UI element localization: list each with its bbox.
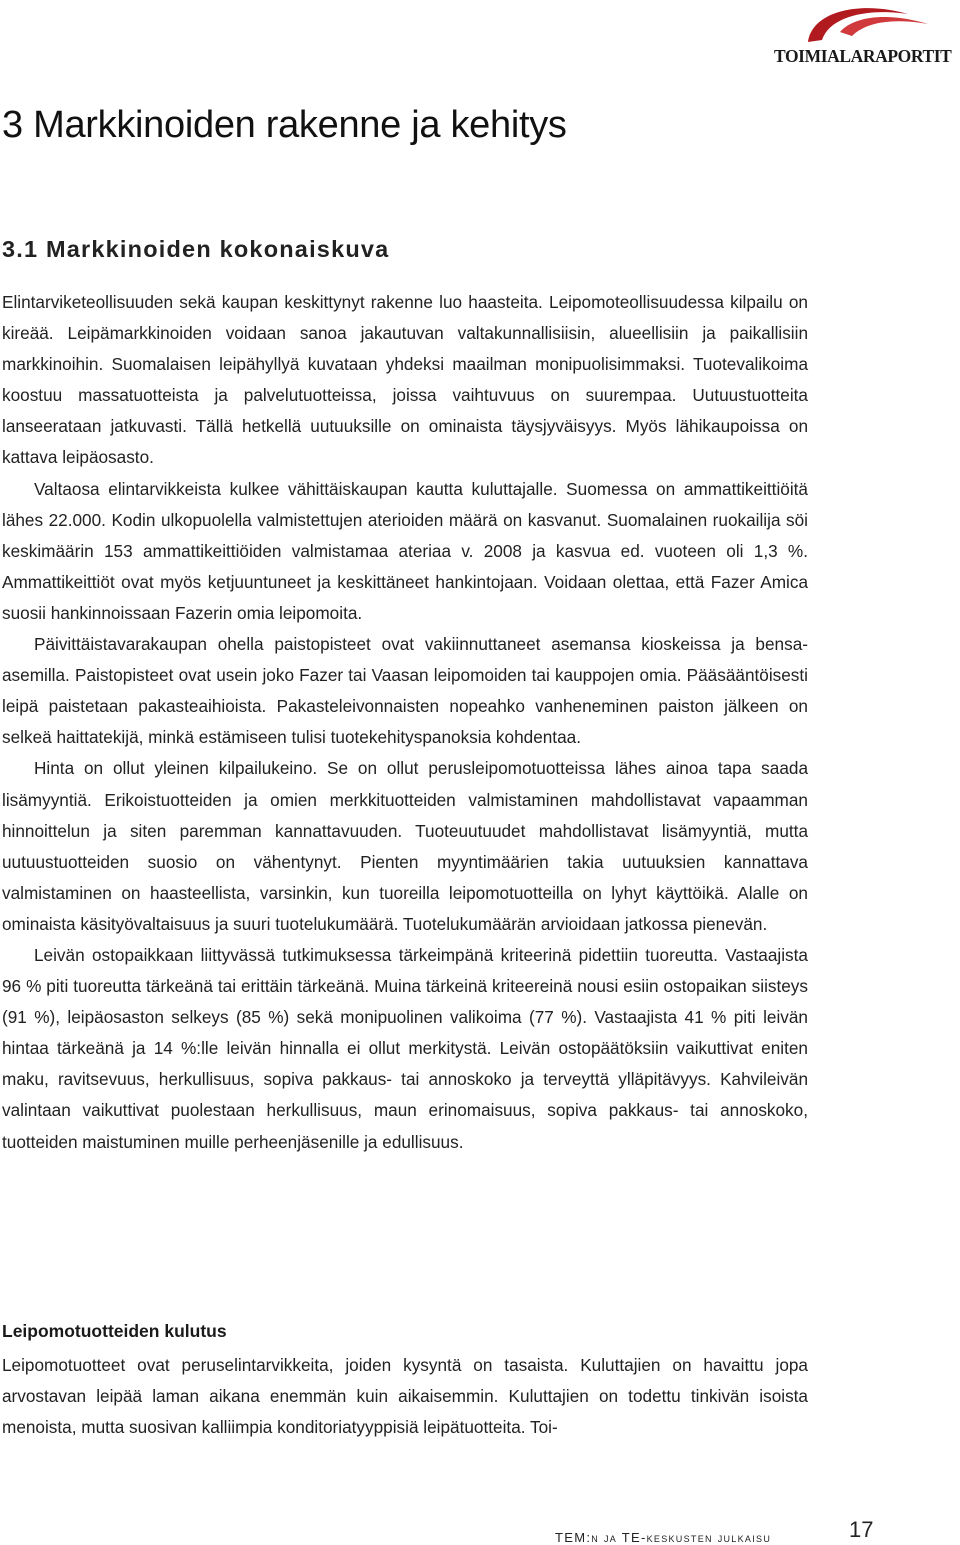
- footer-publication-label: TEM:n ja TE-keskusten julkaisu: [555, 1530, 772, 1545]
- paragraph: Hinta on ollut yleinen kilpailukeino. Se on ollut perusleipomotuotteissa lähes ainoa tapa saada lisämyyntiä. Erikoistuotteiden ja omien merkkituotteiden valmistaminen mahdollistavat vapaamman hinnoittelun ja siten paremman kannattavuuden. Tuoteuutuudet mahdollistavat lisämyyntiä, mutta uutuustuotteiden suosio on vähentynyt. Pienten myyntimäärien takia uutuuksien kannattava valmistaminen on haasteellista, varsinkin, kun tuoreilla leipomotuotteilla on lyhyt käyttöikä. Alalle on ominaista käsityövaltaisuus ja suuri tuotelukumäärä. Tuotelukumäärän arvioidaan jatkossa pienevän.: [2, 758, 808, 934]
- toimialaraportit-logo: [770, 2, 958, 68]
- subsection-title: Leipomotuotteiden kulutus: [2, 1321, 227, 1341]
- paragraph: Elintarviketeollisuuden sekä kaupan keskittynyt rakenne luo haasteita. Leipomoteollisuudessa kilpailu on kireää. Leipämarkkinoiden voidaan sanoa jakautuvan valtakunnallisiisin, alueellisiin ja paikallisiin markkinoihin. Suomalaisen leipähyllyä kuvataan yhdeksi maailman monipuolisimmaksi. Tuotevalikoima koostuu massatuotteista ja palvelutuotteissa, joissa vaihtuvuus on suurempaa. Uutuustuotteita lanseerataan jatkuvasti. Tällä hetkellä uutuuksille on ominaista täysjyväisyys. Myös lähikaupoissa on kattava leipäosasto.: [2, 292, 808, 468]
- paragraph: Leivän ostopaikkaan liittyvässä tutkimuksessa tärkeimpänä kriteerinä pidettiin tuoreutta. Vastaajista 96 % piti tuoreutta tärkeänä tai erittäin tärkeänä. Muina tärkeinä kriteereinä nousi esiin ostopaikan siisteys (91 %), leipäosaston selkeys (85 %) sekä monipuolinen valikoima (77 %). Vastaajista 41 % piti leivän hintaa tärkeänä ja 14 %:lle leivän hinnalla ei ollut merkitystä. Leivän ostopäätöksiin vaikuttivat eniten maku, ravitsevuus, herkullisuus, sopiva pakkaus- tai annoskoko ja terveyttä ylläpitävyys. Kahvileivän valintaan vaikuttivat puolestaan herkullisuus, maun erinomaisuus, sopiva pakkaus- tai annoskoko, tuotteiden maistuminen muille perheenjäsenille ja edullisuus.: [2, 944, 808, 1152]
- chapter-title: 3 Markkinoiden rakenne ja kehitys: [2, 104, 567, 146]
- logo-swoosh-icon: [788, 2, 938, 46]
- page-number: 17: [849, 1517, 874, 1542]
- paragraph: Päivittäistavarakaupan ohella paistopisteet ovat vakiinnuttaneet asemansa kioskeissa ja bensa-asemilla. Paistopisteet ovat usein joko Fazer tai Vaasan leipomoiden tai kauppojen omia. Pääsääntöisesti leipä paistetaan pakasteaihioista. Pakasteleivonnaisten nopeahko vanheneminen paiston jälkeen on selkeä haittatekijä, minkä estämiseen tulisi tuotekehityspanoksia kohdentaa.: [2, 634, 808, 748]
- paragraph: Valtaosa elintarvikkeista kulkee vähittäiskaupan kautta kuluttajalle. Suomessa on ammattikeittiöitä lähes 22.000. Kodin ulkopuolella valmistettujen aterioiden määrä on kasvanut. Suomalainen ruokailija söi keskimäärin 153 ammattikeittiöiden valmistamaa ateriaa v. 2008 ja kasvua ed. vuoteen oli 1,3 %. Ammattikeittiöt ovat myös ketjuuntuneet ja keskittäneet hankintojaan. Voidaan olettaa, että Fazer Amica suosii hankinnoissaan Fazerin omia leipomoita.: [2, 478, 808, 623]
- paragraph: Leipomotuotteet ovat peruselintarvikkeita, joiden kysyntä on tasaista. Kuluttajien on havaittu jopa arvostavan leipää laman aikana enemmän kuin aikaisemmin. Kuluttajien on todettu tinkivän isoista menoista, mutta suosivan kalliimpia konditoriatyyppisiä leipätuotteita. Toi-: [2, 1355, 808, 1438]
- subsection-body: [2, 1350, 808, 1443]
- section-body: [2, 287, 808, 1158]
- logo-wordmark: TOIMIALARAPORTIT: [774, 46, 952, 66]
- section-title: 3.1 Markkinoiden kokonaiskuva: [2, 236, 390, 262]
